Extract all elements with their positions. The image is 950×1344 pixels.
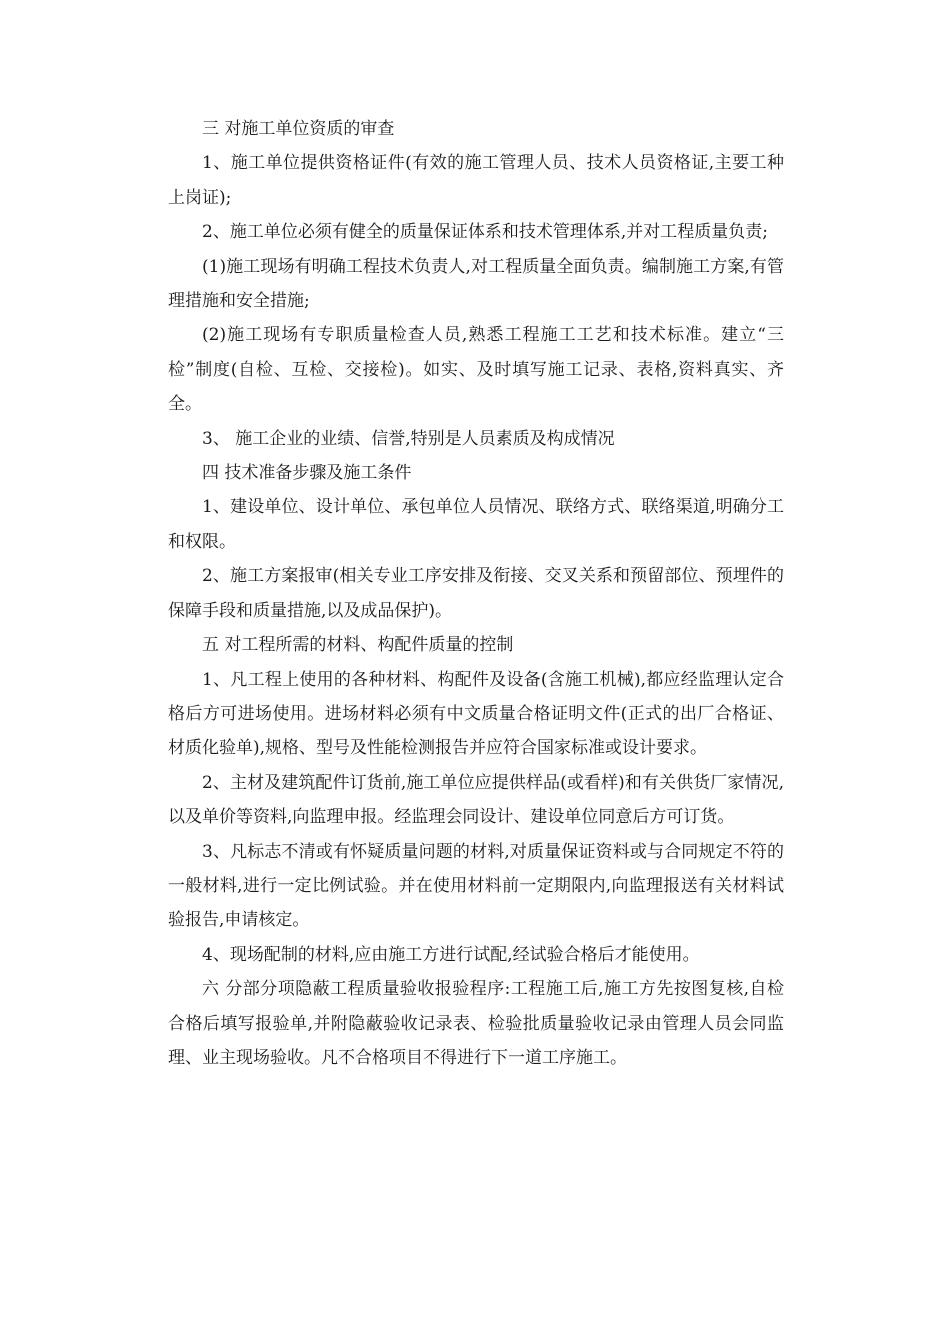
section-heading-6: 六 分部分项隐蔽工程质量验收报验程序:工程施工后,施工方先按图复核,自检合格后填写报验单,并附隐蔽验收记录表、检验批质量验收记录由管理人员会同监理、业主现场验收。凡不合格项目不得进行下一道工序施工。	[168, 979, 784, 1068]
paragraph-quality-system: 2、施工单位必须有健全的质量保证体系和技术管理体系,并对工程质量负责;	[202, 222, 768, 243]
document-body	[168, 112, 784, 1075]
paragraph-materials-approval: 1、凡工程上使用的各种材料、构配件及设备(含施工机械),都应经监理认定合格后方可进场使用。进场材料必须有中文质量合格证明文件(正式的出厂合格证、材质化验单),规格、型号及性能检测报告并应符合国家标准或设计要求。	[168, 669, 784, 759]
paragraph-technical-lead: (1)施工现场有明确工程技术负责人,对工程质量全面负责。编制施工方案,有管理措施和安全措施;	[168, 256, 784, 312]
paragraph-onsite-mix: 4、现场配制的材料,应由施工方进行试配,经试验合格后才能使用。	[202, 944, 700, 965]
paragraph-company-performance: 3、 施工企业的业绩、信誉,特别是人员素质及构成情况	[202, 428, 615, 449]
paragraph-testing: 3、凡标志不清或有怀疑质量问题的材料,对质量保证资料或与合同规定不符的一般材料,进行一定比例试验。并在使用材料前一定期限内,向监理报送有关材料试验报告,申请核定。	[168, 841, 784, 931]
section-heading-5: 五 对工程所需的材料、构配件质量的控制	[202, 635, 514, 656]
paragraph-quality-inspector: (2)施工现场有专职质量检查人员,熟悉工程施工工艺和技术标准。建立“三检”制度(自检、互检、交接检)。如实、及时填写施工记录、表格,资料真实、齐全。	[168, 325, 784, 415]
section-heading-3: 三 对施工单位资质的审查	[202, 119, 395, 139]
section-heading-4: 四 技术准备步骤及施工条件	[202, 463, 412, 484]
paragraph-ordering: 2、主材及建筑配件订货前,施工单位应提供样品(或看样)和有关供货厂家情况,以及单价等资料,向监理申报。经监理会同设计、建设单位同意后方可订货。	[168, 772, 784, 828]
paragraph-qualification-certificates: 1、施工单位提供资格证件(有效的施工管理人员、技术人员资格证,主要工种上岗证);	[168, 153, 784, 208]
paragraph-construction-plan: 2、施工方案报审(相关专业工序安排及衔接、交叉关系和预留部位、预埋件的保障手段和质量措施,以及成品保护)。	[168, 566, 784, 621]
paragraph-contacts: 1、建设单位、设计单位、承包单位人员情况、联络方式、联络渠道,明确分工和权限。	[168, 497, 784, 552]
